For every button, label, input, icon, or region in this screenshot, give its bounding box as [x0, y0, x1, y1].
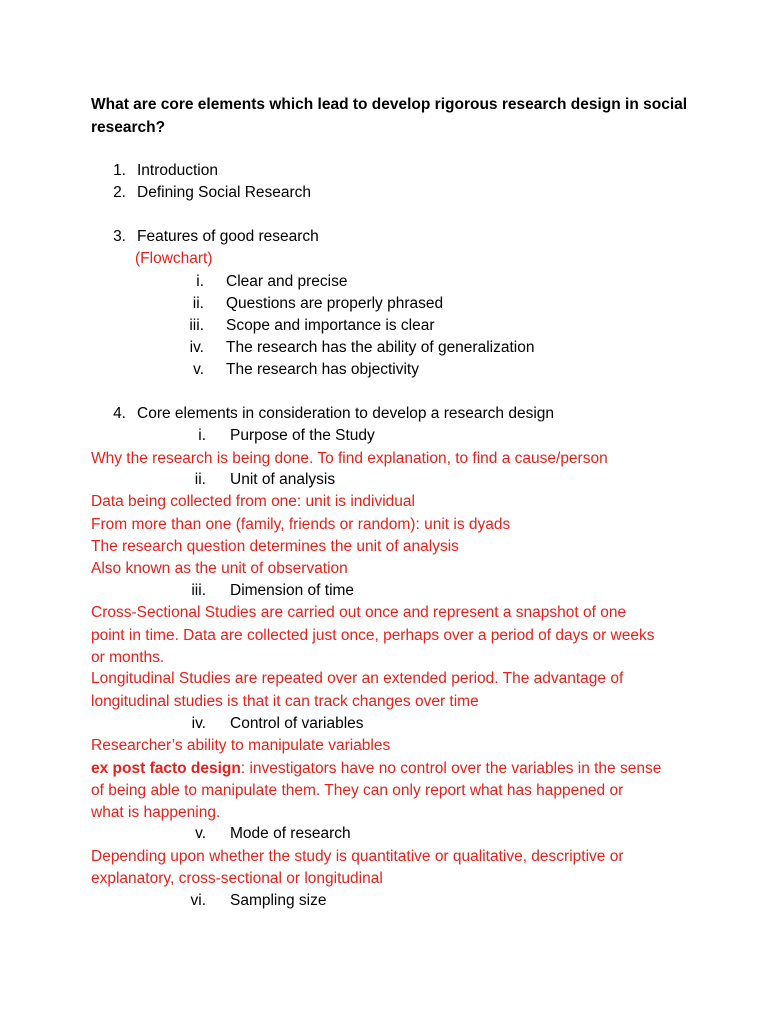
flowchart-note: (Flowchart) — [135, 250, 213, 267]
list-number: 2. — [113, 184, 126, 201]
list-number: 3. — [113, 228, 126, 245]
roman-numeral: v. — [195, 825, 206, 842]
ex-post-facto-term: ex post facto design — [91, 760, 241, 777]
sub-list-item-label: Mode of research — [230, 825, 351, 842]
list-number: 4. — [113, 405, 126, 422]
note-line: Data being collected from one: unit is individual — [91, 493, 415, 510]
list-number: 1. — [113, 162, 126, 179]
note-line: what is happening. — [91, 804, 221, 821]
roman-numeral: ii. — [194, 471, 206, 488]
list-item-label: Defining Social Research — [137, 184, 312, 201]
note-line: Depending upon whether the study is quantitative or qualitative, descriptive or — [91, 848, 624, 865]
note-line: Why the research is being done. To find explanation, to find a cause/person — [91, 450, 608, 467]
sub-list-item-label: Control of variables — [230, 715, 364, 732]
list-item-label: Core elements in consideration to develop a research design — [137, 405, 555, 422]
note-line: Cross-Sectional Studies are carried out once and represent a snapshot of one — [91, 604, 627, 621]
roman-numeral: iv. — [189, 339, 204, 356]
note-line: Researcher’s ability to manipulate variables — [91, 737, 391, 754]
note-line — [91, 758, 661, 780]
question-title-line-1: What are core elements which lead to develop rigorous research design in social — [91, 96, 688, 113]
roman-numeral: i. — [198, 427, 206, 444]
note-line: or months. — [91, 649, 165, 666]
sub-list-item-label: Clear and precise — [226, 273, 348, 290]
sub-list-item-label: Purpose of the Study — [230, 427, 375, 444]
sub-list-item-label: Scope and importance is clear — [226, 317, 435, 334]
note-line: Longitudinal Studies are repeated over an extended period. The advantage of — [91, 670, 624, 687]
roman-numeral: ii. — [192, 295, 204, 312]
ex-post-facto-definition: : investigators have no control over the variables in the sense — [240, 760, 662, 777]
note-line: point in time. Data are collected just once, perhaps over a period of days or weeks — [91, 627, 655, 644]
note-line: Also known as the unit of observation — [91, 560, 348, 577]
roman-numeral: iii. — [189, 317, 204, 334]
list-item-label: Features of good research — [137, 228, 319, 245]
roman-numeral: vi. — [190, 892, 206, 909]
sub-list-item-label: Dimension of time — [230, 582, 355, 599]
sub-list-item-label: Sampling size — [230, 892, 327, 909]
note-line: longitudinal studies is that it can track changes over time — [91, 693, 479, 710]
sub-list-item-label: The research has the ability of generalization — [226, 339, 535, 356]
list-item-label: Introduction — [137, 162, 218, 179]
roman-numeral: iii. — [191, 582, 206, 599]
sub-list-item-label: The research has objectivity — [226, 361, 419, 378]
sub-list-item-label: Unit of analysis — [230, 471, 336, 488]
roman-numeral: iv. — [191, 715, 206, 732]
roman-numeral: i. — [196, 273, 204, 290]
note-line: From more than one (family, friends or random): unit is dyads — [91, 516, 511, 533]
note-line: explanatory, cross-sectional or longitudinal — [91, 870, 383, 887]
note-line: of being able to manipulate them. They can only report what has happened or — [91, 782, 624, 799]
question-title-line-2: research? — [91, 119, 166, 136]
sub-list-item-label: Questions are properly phrased — [226, 295, 444, 312]
note-line: The research question determines the unit of analysis — [91, 538, 459, 555]
roman-numeral: v. — [193, 361, 204, 378]
